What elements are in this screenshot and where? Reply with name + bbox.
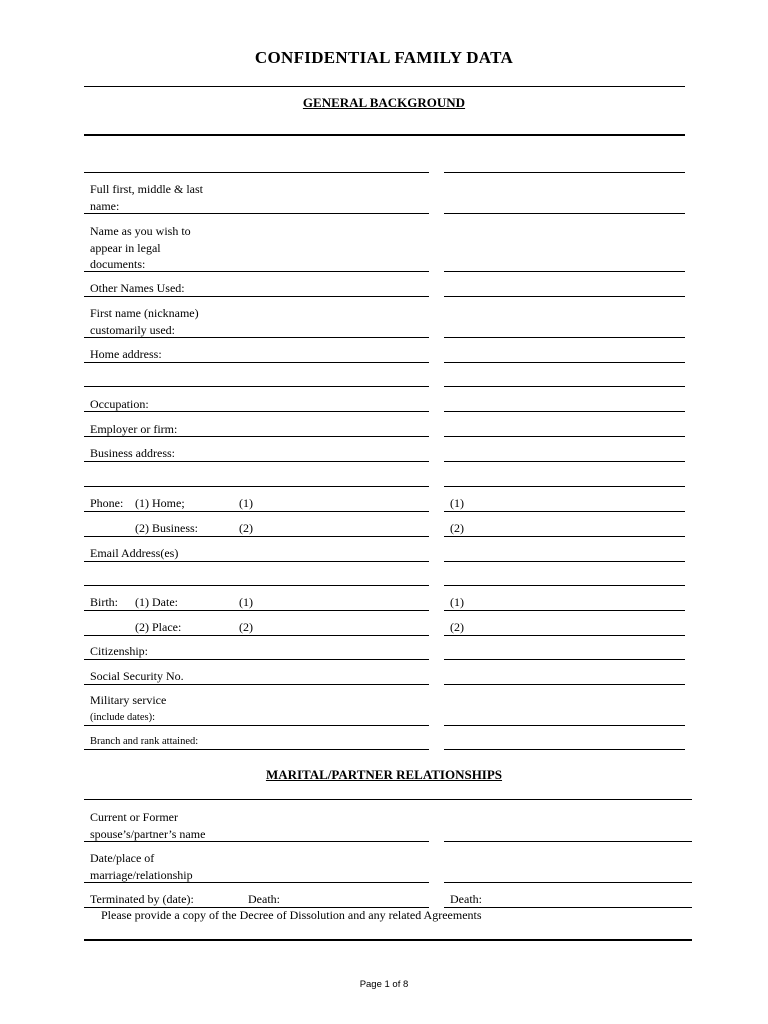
phone-business-right-line[interactable]: [444, 536, 685, 537]
section-title-marital: MARITAL/PARTNER RELATIONSHIPS: [265, 767, 503, 782]
page-number: Page 1 of 8: [359, 979, 409, 990]
citizenship-left-line[interactable]: [84, 659, 429, 660]
death-left-label: Death:: [248, 892, 280, 906]
marriage-left-line[interactable]: [84, 882, 429, 883]
home-address-label: Home address:: [90, 347, 162, 361]
bottom-rule: [84, 939, 692, 941]
birth-date-right-line[interactable]: [444, 610, 685, 611]
marriage-date-place-label: Date/place of marriage/relationship: [90, 851, 193, 882]
other-names-label: Other Names Used:: [90, 281, 185, 295]
ssn-right-line[interactable]: [444, 684, 685, 685]
occupation-label: Occupation:: [90, 397, 149, 411]
marriage-right-line[interactable]: [444, 882, 692, 883]
section-rule-general: [84, 134, 685, 136]
phone-business-num-left: (2): [239, 521, 253, 535]
death-right-label: Death:: [450, 892, 482, 906]
phone-label: Phone:: [90, 496, 124, 510]
phone-home-num-right: (1): [450, 496, 464, 510]
section-rule-marital: [84, 799, 692, 800]
spouse-name-left-line[interactable]: [84, 841, 429, 842]
home-address-right-line[interactable]: [444, 362, 685, 363]
full-name-left-line[interactable]: [84, 213, 429, 214]
nickname-label: First name (nickname) customarily used:: [90, 306, 199, 337]
phone-home-left-line[interactable]: [84, 511, 429, 512]
birth-label: Birth:: [90, 595, 119, 609]
phone-business-num-right: (2): [450, 521, 464, 535]
military-label: Military service: [90, 693, 167, 707]
birth-place-num-right: (2): [450, 620, 464, 634]
branch-rank-left-line[interactable]: [84, 749, 429, 750]
spouse-name-label: Current or Former spouse’s/partner’s name: [90, 810, 206, 841]
page-title: CONFIDENTIAL FAMILY DATA: [254, 48, 514, 67]
occupation-left-line[interactable]: [84, 411, 429, 412]
employer-right-line[interactable]: [444, 436, 685, 437]
birth-place-right-line[interactable]: [444, 635, 685, 636]
section-title-general-background: GENERAL BACKGROUND: [302, 95, 466, 110]
ssn-label: Social Security No.: [90, 669, 184, 683]
blank-row-left-line[interactable]: [84, 172, 429, 173]
nickname-left-line[interactable]: [84, 337, 429, 338]
business-address-2-left-line[interactable]: [84, 486, 429, 487]
other-names-right-line[interactable]: [444, 296, 685, 297]
full-name-right-line[interactable]: [444, 213, 685, 214]
phone-home-num-left: (1): [239, 496, 253, 510]
nickname-right-line[interactable]: [444, 337, 685, 338]
legal-name-label: Name as you wish to appear in legal documents:: [90, 224, 191, 271]
branch-rank-label: Branch and rank attained:: [90, 736, 199, 747]
phone-business-left-line[interactable]: [84, 536, 429, 537]
terminated-label: Terminated by (date):: [90, 892, 194, 906]
birth-date-num-right: (1): [450, 595, 464, 609]
employer-left-line[interactable]: [84, 436, 429, 437]
email-left-line[interactable]: [84, 561, 429, 562]
other-names-left-line[interactable]: [84, 296, 429, 297]
phone-business-label: (2) Business:: [135, 521, 198, 535]
business-address-left-line[interactable]: [84, 461, 429, 462]
home-address-2-right-line[interactable]: [444, 386, 685, 387]
phone-home-label: (1) Home;: [135, 496, 185, 510]
home-address-2-left-line[interactable]: [84, 386, 429, 387]
branch-rank-right-line[interactable]: [444, 749, 685, 750]
spouse-name-right-line[interactable]: [444, 841, 692, 842]
military-dates-label: (include dates):: [90, 712, 156, 723]
occupation-right-line[interactable]: [444, 411, 685, 412]
decree-note: Please provide a copy of the Decree of Dissolution and any related Agreements: [101, 908, 482, 922]
birth-date-left-line[interactable]: [84, 610, 429, 611]
birth-place-label: (2) Place:: [135, 620, 182, 634]
phone-home-right-line[interactable]: [444, 511, 685, 512]
title-rule: [84, 86, 685, 87]
business-address-label: Business address:: [90, 446, 175, 460]
full-name-label: Full first, middle & last name:: [90, 182, 203, 213]
birth-place-num-left: (2): [239, 620, 253, 634]
birth-place-left-line[interactable]: [84, 635, 429, 636]
ssn-left-line[interactable]: [84, 684, 429, 685]
email-label: Email Address(es): [90, 546, 179, 560]
business-address-2-right-line[interactable]: [444, 486, 685, 487]
citizenship-right-line[interactable]: [444, 659, 685, 660]
military-left-line[interactable]: [84, 725, 429, 726]
business-address-right-line[interactable]: [444, 461, 685, 462]
email-2-right-line[interactable]: [444, 585, 685, 586]
birth-date-label: (1) Date:: [135, 595, 178, 609]
legal-name-left-line[interactable]: [84, 271, 429, 272]
military-right-line[interactable]: [444, 725, 685, 726]
birth-date-num-left: (1): [239, 595, 253, 609]
citizenship-label: Citizenship:: [90, 644, 148, 658]
email-2-left-line[interactable]: [84, 585, 429, 586]
employer-label: Employer or firm:: [90, 422, 178, 436]
blank-row-right-line[interactable]: [444, 172, 685, 173]
home-address-left-line[interactable]: [84, 362, 429, 363]
email-right-line[interactable]: [444, 561, 685, 562]
legal-name-right-line[interactable]: [444, 271, 685, 272]
